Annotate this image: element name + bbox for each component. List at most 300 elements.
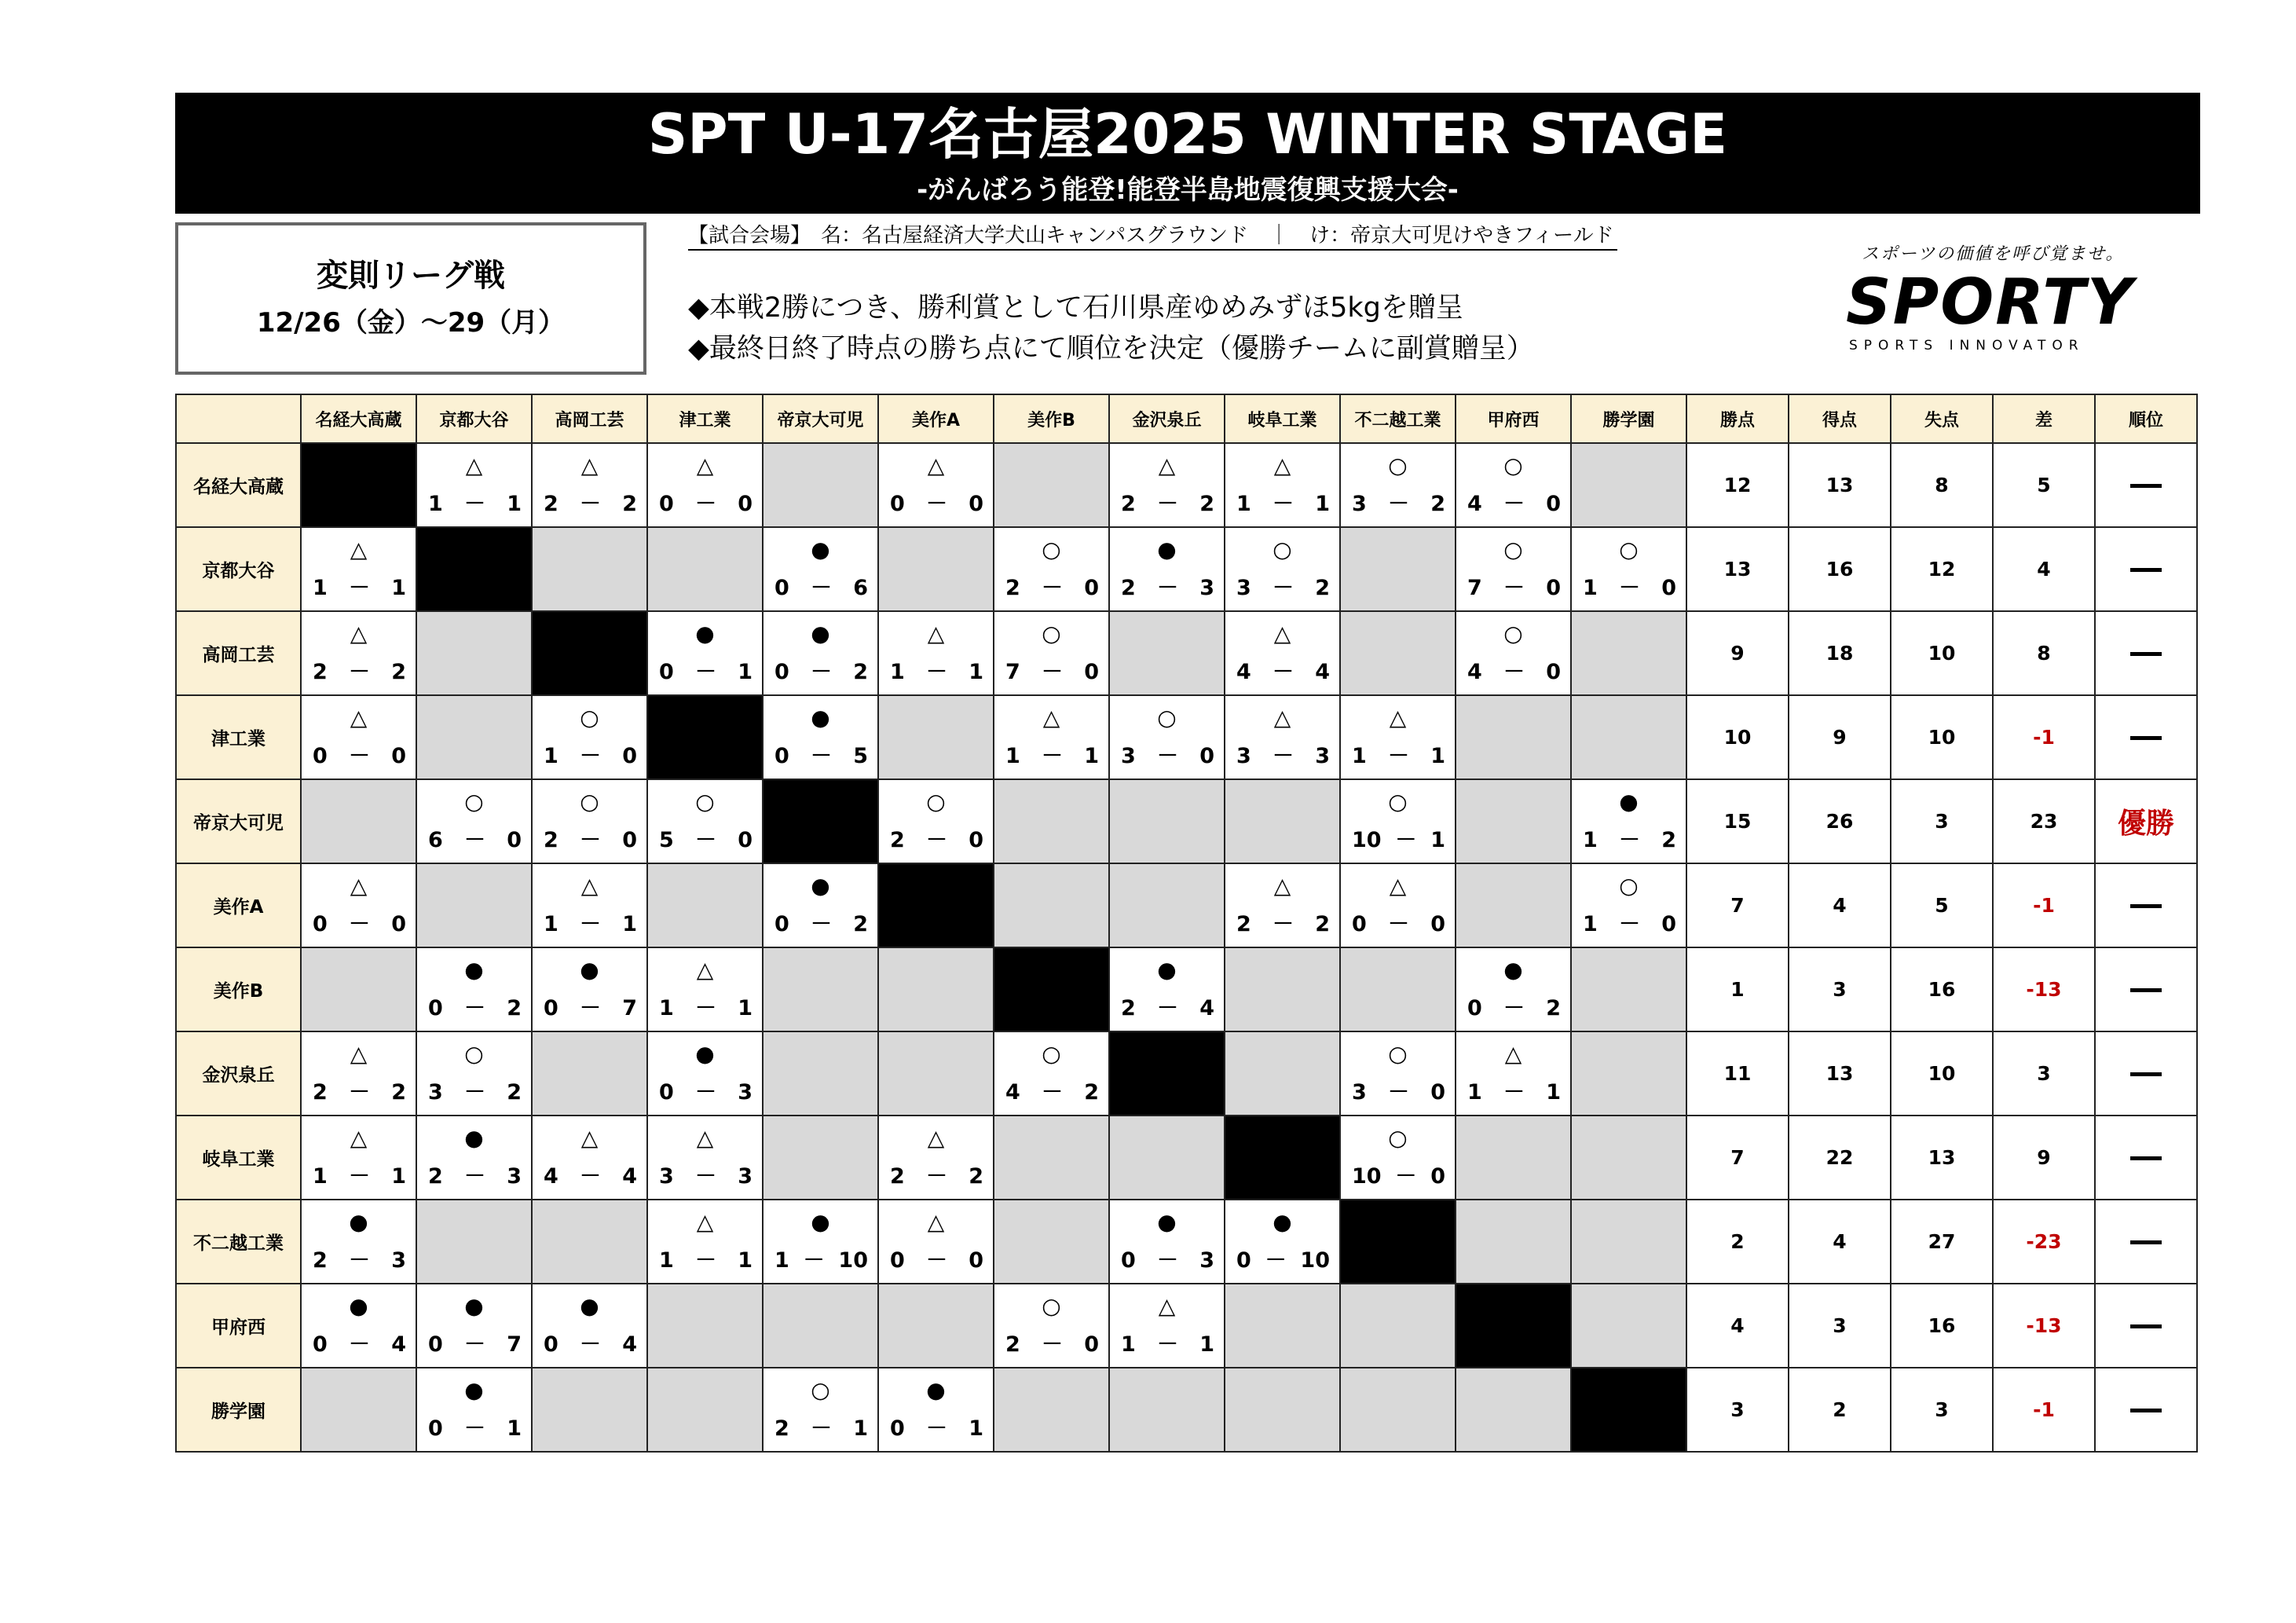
rank-cell xyxy=(2095,863,2197,947)
match-result-cell xyxy=(416,947,532,1031)
rank-cell xyxy=(2095,1200,2197,1284)
score-separator: － xyxy=(1273,744,1294,768)
result-mark: ● xyxy=(811,537,830,562)
match-result-cell xyxy=(647,1200,763,1284)
result-mark: △ xyxy=(1504,1041,1522,1067)
self-match-cell xyxy=(1225,1116,1340,1200)
match-result-cell xyxy=(647,1116,763,1200)
goals-for: 0 xyxy=(428,1332,443,1357)
rank-dash xyxy=(2130,904,2162,908)
no-match-cell xyxy=(301,1368,416,1452)
goals-against: 1 xyxy=(738,996,753,1020)
match-score xyxy=(1467,658,1561,687)
row-team-name: 甲府西 xyxy=(176,1284,301,1368)
no-match-cell xyxy=(301,779,416,863)
goals-for: 1 xyxy=(313,1164,328,1189)
goals-for: 0 xyxy=(428,1416,443,1441)
goals-against: 2 xyxy=(853,660,868,684)
goals-for: 1 xyxy=(659,996,674,1020)
score-separator: － xyxy=(695,660,716,684)
goals-for: 3 xyxy=(1236,576,1251,600)
score-separator: － xyxy=(464,828,485,852)
score-separator: － xyxy=(1042,1332,1063,1357)
format-box xyxy=(175,222,646,375)
goals-against: 3 xyxy=(1315,744,1330,768)
match-score xyxy=(313,658,406,687)
match-result-cell xyxy=(994,611,1109,695)
row-team-name: 名経大高蔵 xyxy=(176,443,301,527)
goals-for-cell: 18 xyxy=(1789,611,1891,695)
result-mark: ○ xyxy=(1388,789,1408,815)
goals-for: 2 xyxy=(1005,1332,1020,1357)
match-score xyxy=(428,826,522,855)
match-result-cell xyxy=(1225,863,1340,947)
row-team-name: 京都大谷 xyxy=(176,527,301,611)
column-header-team: 京都大谷 xyxy=(416,394,532,443)
match-score xyxy=(1236,742,1330,771)
rank-cell xyxy=(2095,695,2197,779)
match-score xyxy=(544,826,637,855)
goals-against: 0 xyxy=(969,828,983,852)
row-team-name: 美作B xyxy=(176,947,301,1031)
no-match-cell xyxy=(532,1200,647,1284)
format-dates: 12/26（金）～29（月） xyxy=(256,307,566,339)
match-score xyxy=(1005,658,1099,687)
points-cell: 4 xyxy=(1686,1284,1789,1368)
table-row xyxy=(176,443,2197,527)
result-mark: ○ xyxy=(1619,873,1639,899)
goals-for: 0 xyxy=(890,1416,905,1441)
result-mark: △ xyxy=(927,1209,945,1235)
result-mark: ● xyxy=(464,1377,484,1403)
result-mark: ● xyxy=(926,1377,946,1403)
score-separator: － xyxy=(349,1164,370,1189)
match-score xyxy=(774,742,868,771)
goals-for: 2 xyxy=(1121,492,1136,516)
goals-against: 1 xyxy=(1199,1332,1214,1357)
column-header-team: 名経大高蔵 xyxy=(301,394,416,443)
no-match-cell xyxy=(1109,1368,1225,1452)
goals-against: 1 xyxy=(622,912,637,936)
score-separator: － xyxy=(1619,912,1640,936)
no-match-cell xyxy=(878,527,994,611)
match-score xyxy=(1121,1247,1214,1275)
no-match-cell xyxy=(1571,611,1686,695)
score-separator: － xyxy=(926,492,947,516)
match-score xyxy=(544,910,637,939)
match-score xyxy=(544,490,637,518)
row-team-name: 金沢泉丘 xyxy=(176,1031,301,1116)
match-score xyxy=(313,1079,406,1107)
self-match-cell xyxy=(878,863,994,947)
goals-for: 0 xyxy=(659,1080,674,1105)
no-match-cell xyxy=(416,695,532,779)
goals-against: 10 xyxy=(838,1248,868,1273)
goals-for: 3 xyxy=(1121,744,1136,768)
goals-against: 1 xyxy=(853,1416,868,1441)
result-mark: ○ xyxy=(1157,705,1177,731)
goals-against: 0 xyxy=(1546,492,1561,516)
table-row xyxy=(176,1368,2197,1452)
points-cell: 13 xyxy=(1686,527,1789,611)
goals-for: 1 xyxy=(428,492,443,516)
match-score xyxy=(774,574,868,603)
goals-for: 1 xyxy=(774,1248,789,1273)
goals-for: 1 xyxy=(1467,1080,1482,1105)
score-separator: － xyxy=(1157,996,1178,1020)
goals-for: 1 xyxy=(890,660,905,684)
goals-against: 2 xyxy=(1546,996,1561,1020)
match-score xyxy=(659,1163,753,1191)
no-match-cell xyxy=(878,1031,994,1116)
match-score xyxy=(428,1415,522,1443)
goals-for: 0 xyxy=(1121,1248,1136,1273)
no-match-cell xyxy=(647,527,763,611)
result-mark: ● xyxy=(464,957,484,983)
note-line: ◆本戦2勝につき、勝利賞として石川県産ゆめみずほ5kgを贈呈 xyxy=(688,292,1463,324)
match-score xyxy=(774,1247,868,1275)
score-separator: － xyxy=(695,1080,716,1105)
match-score xyxy=(1583,574,1676,603)
rank-cell xyxy=(2095,1368,2197,1452)
result-mark: ● xyxy=(811,873,830,899)
goals-for: 0 xyxy=(890,492,905,516)
match-score xyxy=(1121,742,1214,771)
points-cell: 11 xyxy=(1686,1031,1789,1116)
goals-against-cell: 12 xyxy=(1891,527,1993,611)
goals-against: 3 xyxy=(507,1164,522,1189)
result-mark: △ xyxy=(1273,705,1291,731)
score-separator: － xyxy=(811,912,832,936)
result-mark: △ xyxy=(350,873,368,899)
match-score xyxy=(1352,742,1445,771)
score-separator: － xyxy=(349,576,370,600)
score-separator: － xyxy=(349,1080,370,1105)
match-score xyxy=(659,995,753,1023)
goals-against: 2 xyxy=(622,492,637,516)
result-mark: ○ xyxy=(580,789,599,815)
goals-for: 10 xyxy=(1352,1164,1382,1189)
goals-for-cell: 4 xyxy=(1789,1200,1891,1284)
match-score xyxy=(1005,1331,1099,1359)
goals-for: 6 xyxy=(428,828,443,852)
champion-label: 優勝 xyxy=(2117,808,2174,840)
score-separator: － xyxy=(580,744,601,768)
match-result-cell xyxy=(994,1284,1109,1368)
goals-against: 0 xyxy=(969,1248,983,1273)
goal-diff-cell: -1 xyxy=(1993,695,2095,779)
score-separator: － xyxy=(811,744,832,768)
match-result-cell xyxy=(1340,1116,1456,1200)
score-separator: － xyxy=(1388,492,1409,516)
goals-for: 1 xyxy=(544,744,558,768)
no-match-cell xyxy=(763,1031,878,1116)
match-result-cell xyxy=(532,947,647,1031)
column-header-team: 不二越工業 xyxy=(1340,394,1456,443)
goals-for: 0 xyxy=(659,660,674,684)
logo-tagline: スポーツの価値を呼び覚ませ。 xyxy=(1862,244,2125,264)
no-match-cell xyxy=(763,1116,878,1200)
match-result-cell xyxy=(416,443,532,527)
self-match-cell xyxy=(1571,1368,1686,1452)
table-row xyxy=(176,1284,2197,1368)
score-separator: － xyxy=(1503,576,1525,600)
result-mark: ● xyxy=(1157,957,1177,983)
result-mark: △ xyxy=(696,1125,714,1151)
match-score xyxy=(774,910,868,939)
match-score xyxy=(544,995,637,1023)
goals-for: 4 xyxy=(1467,660,1482,684)
goals-for: 2 xyxy=(1236,912,1251,936)
result-mark: ○ xyxy=(811,1377,830,1403)
match-result-cell xyxy=(1225,443,1340,527)
match-result-cell xyxy=(1225,1200,1340,1284)
match-result-cell xyxy=(1456,947,1571,1031)
match-score xyxy=(890,826,983,855)
match-result-cell xyxy=(647,947,763,1031)
rank-dash xyxy=(2130,1324,2162,1328)
goals-against: 10 xyxy=(1300,1248,1330,1273)
rank-cell xyxy=(2095,947,2197,1031)
result-mark: △ xyxy=(696,1209,714,1235)
goals-against: 1 xyxy=(1315,492,1330,516)
score-separator: － xyxy=(1265,1248,1287,1273)
match-score xyxy=(1352,490,1445,518)
goals-for: 4 xyxy=(1467,492,1482,516)
goals-for-cell: 22 xyxy=(1789,1116,1891,1200)
result-mark: △ xyxy=(1042,705,1060,731)
match-result-cell xyxy=(1571,863,1686,947)
goals-against: 3 xyxy=(1199,576,1214,600)
goals-for: 3 xyxy=(1352,1080,1367,1105)
goals-for: 0 xyxy=(1467,996,1482,1020)
score-separator: － xyxy=(1273,660,1294,684)
column-header-team: 岐阜工業 xyxy=(1225,394,1340,443)
no-match-cell xyxy=(994,1368,1109,1452)
goals-for: 3 xyxy=(1236,744,1251,768)
match-score xyxy=(1583,910,1676,939)
goals-for: 3 xyxy=(428,1080,443,1105)
no-match-cell xyxy=(994,863,1109,947)
no-match-cell xyxy=(1225,779,1340,863)
result-mark: △ xyxy=(580,452,599,478)
goals-for: 1 xyxy=(1583,828,1598,852)
match-score xyxy=(1467,490,1561,518)
goals-against: 6 xyxy=(853,576,868,600)
result-mark: ● xyxy=(580,957,599,983)
goals-for: 0 xyxy=(544,996,558,1020)
result-mark: △ xyxy=(350,705,368,731)
no-match-cell xyxy=(1456,695,1571,779)
row-team-name: 美作A xyxy=(176,863,301,947)
goals-against: 0 xyxy=(1430,912,1445,936)
match-result-cell xyxy=(878,443,994,527)
goals-against: 5 xyxy=(853,744,868,768)
table-row xyxy=(176,863,2197,947)
result-mark: ○ xyxy=(1388,1125,1408,1151)
note-line: ◆最終日終了時点の勝ち点にて順位を決定（優勝チームに副賞贈呈） xyxy=(688,333,1534,365)
goals-for: 0 xyxy=(313,1332,328,1357)
goals-against-cell: 3 xyxy=(1891,779,1993,863)
match-score xyxy=(313,910,406,939)
no-match-cell xyxy=(647,863,763,947)
no-match-cell xyxy=(1340,611,1456,695)
match-result-cell xyxy=(416,1116,532,1200)
match-result-cell xyxy=(301,695,416,779)
match-score xyxy=(659,1079,753,1107)
goal-diff-cell: 4 xyxy=(1993,527,2095,611)
column-header-stat: 得点 xyxy=(1789,394,1891,443)
goals-against: 4 xyxy=(1315,660,1330,684)
match-result-cell xyxy=(532,779,647,863)
result-mark: ○ xyxy=(1388,452,1408,478)
match-score xyxy=(1005,574,1099,603)
goals-against: 1 xyxy=(1430,828,1445,852)
score-separator: － xyxy=(1042,660,1063,684)
points-cell: 15 xyxy=(1686,779,1789,863)
goals-against-cell: 10 xyxy=(1891,611,1993,695)
match-score xyxy=(774,658,868,687)
rank-cell xyxy=(2095,611,2197,695)
result-mark: ● xyxy=(695,621,715,647)
score-separator: － xyxy=(695,828,716,852)
no-match-cell xyxy=(301,947,416,1031)
match-result-cell xyxy=(1109,1284,1225,1368)
goals-against-cell: 10 xyxy=(1891,695,1993,779)
row-team-name: 帝京大可児 xyxy=(176,779,301,863)
no-match-cell xyxy=(994,1200,1109,1284)
goals-for: 0 xyxy=(774,912,789,936)
no-match-cell xyxy=(1456,863,1571,947)
rank-cell xyxy=(2095,1116,2197,1200)
no-match-cell xyxy=(1109,779,1225,863)
goals-against-cell: 27 xyxy=(1891,1200,1993,1284)
match-score xyxy=(1352,1079,1445,1107)
match-score xyxy=(428,995,522,1023)
match-score xyxy=(1352,1163,1445,1191)
goal-diff-cell: 3 xyxy=(1993,1031,2095,1116)
goals-against: 2 xyxy=(1084,1080,1099,1105)
score-separator: － xyxy=(580,828,601,852)
no-match-cell xyxy=(532,527,647,611)
goals-against: 2 xyxy=(1315,576,1330,600)
goals-against: 3 xyxy=(391,1248,406,1273)
goals-for-cell: 4 xyxy=(1789,863,1891,947)
column-header-team: 美作B xyxy=(994,394,1109,443)
goals-for: 1 xyxy=(1583,912,1598,936)
score-separator: － xyxy=(811,660,832,684)
goals-for: 3 xyxy=(1352,492,1367,516)
points-cell: 2 xyxy=(1686,1200,1789,1284)
rank-dash xyxy=(2130,1072,2162,1076)
goals-against: 3 xyxy=(738,1080,753,1105)
result-mark: ● xyxy=(811,705,830,731)
match-score xyxy=(1352,826,1445,855)
goals-against: 1 xyxy=(969,660,983,684)
goals-against: 1 xyxy=(738,1248,753,1273)
goal-diff-cell: 5 xyxy=(1993,443,2095,527)
goals-for: 2 xyxy=(544,492,558,516)
match-result-cell xyxy=(1109,1200,1225,1284)
match-score xyxy=(1121,995,1214,1023)
no-match-cell xyxy=(416,863,532,947)
match-result-cell xyxy=(1571,527,1686,611)
match-result-cell xyxy=(994,527,1109,611)
result-mark: △ xyxy=(1273,452,1291,478)
goals-against: 2 xyxy=(1430,492,1445,516)
page-subtitle: -がんばろう能登!能登半島地震復興支援大会- xyxy=(917,174,1459,206)
score-separator: － xyxy=(1395,828,1417,852)
self-match-cell xyxy=(532,611,647,695)
result-mark: △ xyxy=(580,873,599,899)
goals-against: 0 xyxy=(622,828,637,852)
result-mark: △ xyxy=(350,1125,368,1151)
table-row xyxy=(176,611,2197,695)
match-result-cell xyxy=(1109,695,1225,779)
no-match-cell xyxy=(1225,1368,1340,1452)
match-result-cell xyxy=(416,1368,532,1452)
score-separator: － xyxy=(811,576,832,600)
goals-for: 1 xyxy=(1352,744,1367,768)
result-mark: ● xyxy=(349,1209,368,1235)
match-result-cell xyxy=(647,443,763,527)
match-result-cell xyxy=(1340,1031,1456,1116)
goals-against-cell: 5 xyxy=(1891,863,1993,947)
no-match-cell xyxy=(1571,1200,1686,1284)
rank-cell xyxy=(2095,1284,2197,1368)
goals-for-cell: 3 xyxy=(1789,1284,1891,1368)
row-team-name: 岐阜工業 xyxy=(176,1116,301,1200)
goals-for: 1 xyxy=(1005,744,1020,768)
result-mark: △ xyxy=(696,957,714,983)
result-mark: △ xyxy=(350,537,368,562)
no-match-cell xyxy=(1571,1116,1686,1200)
logo-subtext: SPORTS INNOVATOR xyxy=(1849,338,2085,354)
goals-against: 0 xyxy=(1084,1332,1099,1357)
result-mark: △ xyxy=(350,621,368,647)
goals-against: 1 xyxy=(391,576,406,600)
goals-against: 0 xyxy=(1661,576,1676,600)
match-result-cell xyxy=(994,695,1109,779)
points-cell: 9 xyxy=(1686,611,1789,695)
score-separator: － xyxy=(580,1164,601,1189)
goals-against: 0 xyxy=(1430,1164,1445,1189)
score-separator: － xyxy=(1388,1080,1409,1105)
score-separator: － xyxy=(926,1248,947,1273)
match-result-cell xyxy=(878,1200,994,1284)
goals-for: 0 xyxy=(890,1248,905,1273)
score-separator: － xyxy=(1503,492,1525,516)
goals-against: 2 xyxy=(1661,828,1676,852)
score-separator: － xyxy=(1503,660,1525,684)
result-mark: △ xyxy=(1158,1293,1176,1319)
result-mark: ● xyxy=(1157,537,1177,562)
no-match-cell xyxy=(763,947,878,1031)
match-result-cell xyxy=(878,1368,994,1452)
goals-against-cell: 16 xyxy=(1891,1284,1993,1368)
self-match-cell xyxy=(416,527,532,611)
score-separator: － xyxy=(695,1164,716,1189)
goals-for: 0 xyxy=(659,492,674,516)
result-mark: ○ xyxy=(1042,1293,1061,1319)
score-separator: － xyxy=(926,1416,947,1441)
match-result-cell xyxy=(1225,527,1340,611)
result-mark: ● xyxy=(811,1209,830,1235)
score-separator: － xyxy=(1157,1332,1178,1357)
match-score xyxy=(1236,910,1330,939)
match-result-cell xyxy=(878,1116,994,1200)
goals-against: 0 xyxy=(391,912,406,936)
